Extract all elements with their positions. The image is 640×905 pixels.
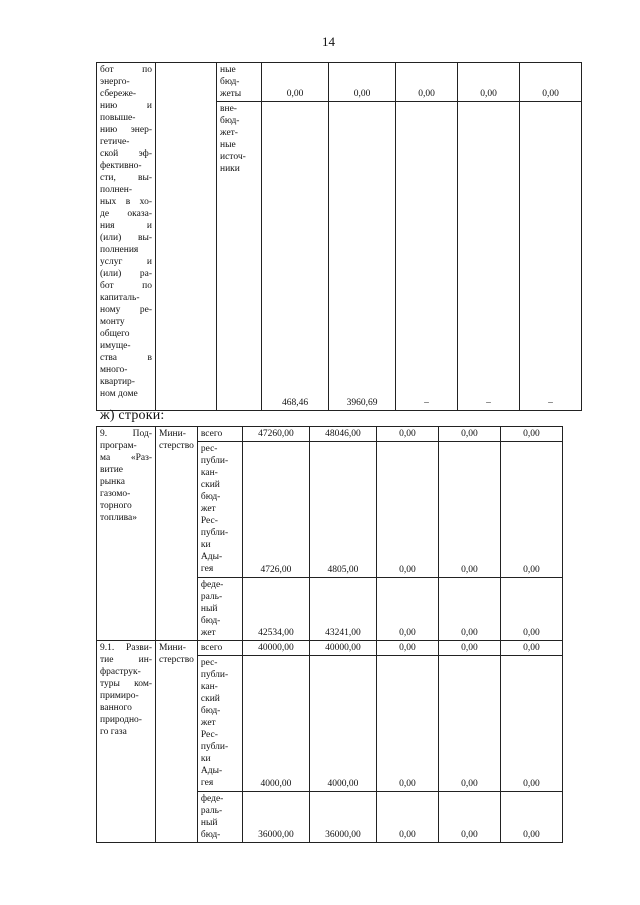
text-line: много-: [100, 365, 128, 375]
text-line: рынка: [100, 477, 125, 487]
value-cell: 0,00: [500, 442, 562, 578]
text-line: ской эф-: [100, 149, 152, 159]
text-line: бюд-: [200, 830, 221, 840]
value-cell: 0,00: [438, 792, 500, 843]
text-line: де оказа-: [100, 209, 152, 219]
row-description: [97, 427, 156, 641]
text-line: Ады-: [200, 766, 223, 776]
text-line: рес-: [200, 444, 218, 454]
text-line: ки: [200, 540, 211, 550]
executor-cell: [156, 641, 198, 843]
executor-cell: [156, 63, 217, 411]
text-line: услуг и: [100, 257, 152, 267]
text-line: ные: [220, 140, 236, 150]
text-line: ных в хо-: [100, 197, 152, 207]
text-line: нию и: [100, 101, 152, 111]
value-cell: 0,00: [500, 427, 562, 442]
value-cell: 4726,00: [242, 442, 309, 578]
value-cell: 40000,00: [242, 641, 309, 656]
value-cell: 468,46: [262, 102, 329, 411]
text-line: кан-: [200, 682, 218, 692]
text-line: ный: [200, 818, 218, 828]
text-line: витие: [100, 465, 124, 475]
text-line: го газа: [100, 727, 127, 737]
text-line: програм-: [100, 441, 137, 451]
text-line: полнения: [100, 245, 139, 255]
executor-cell: [156, 427, 198, 641]
value-cell: 0,00: [438, 656, 500, 792]
value-cell: 0,00: [376, 578, 438, 641]
text-line: вне-: [220, 104, 237, 114]
text-line: полнен-: [100, 185, 132, 195]
text-line: фраструк-: [100, 667, 141, 677]
value-cell: 43241,00: [309, 578, 376, 641]
value-cell: 0,00: [262, 63, 329, 102]
value-cell: 48046,00: [309, 427, 376, 442]
funding-source-cell: [217, 102, 262, 411]
text-line: 9.1. Разви-: [100, 643, 152, 653]
value-cell: 4000,00: [242, 656, 309, 792]
value-cell: 0,00: [396, 63, 458, 102]
text-line: общего: [100, 329, 130, 339]
text-line: нию энер-: [100, 125, 152, 135]
text-line: примиро-: [100, 691, 139, 701]
value-cell: –: [458, 102, 520, 411]
value-cell: 36000,00: [309, 792, 376, 843]
text-line: гея: [200, 564, 214, 574]
value-cell: –: [396, 102, 458, 411]
table-new-rows: [96, 426, 563, 843]
text-line: ном доме: [100, 389, 138, 399]
value-cell: 0,00: [438, 427, 500, 442]
text-line: ный: [200, 604, 218, 614]
value-cell: 0,00: [500, 641, 562, 656]
text-line: Мини-: [159, 429, 186, 439]
value-cell: 0,00: [376, 641, 438, 656]
value-cell: 0,00: [458, 63, 520, 102]
text-line: торного: [100, 501, 132, 511]
text-line: раль-: [200, 806, 223, 816]
text-line: имуще-: [100, 341, 131, 351]
text-line: Рес-: [200, 516, 218, 526]
text-line: ский: [200, 694, 220, 704]
value-cell: 0,00: [500, 792, 562, 843]
text-line: бюд-: [220, 116, 240, 126]
text-line: публи-: [200, 670, 229, 680]
value-cell: 0,00: [376, 792, 438, 843]
value-cell: –: [520, 102, 582, 411]
text-line: сти, вы-: [100, 173, 152, 183]
table-row: [97, 427, 563, 442]
value-cell: 40000,00: [309, 641, 376, 656]
table-continuation: [96, 62, 582, 411]
text-line: публи-: [200, 742, 229, 752]
text-line: жет: [200, 718, 216, 728]
text-line: кан-: [200, 468, 218, 478]
text-line: Мини-: [159, 643, 186, 653]
text-line: 9. Под-: [100, 429, 152, 439]
value-cell: 4000,00: [309, 656, 376, 792]
text-line: феде-: [200, 794, 224, 804]
value-cell: 3960,69: [329, 102, 396, 411]
funding-source-cell: [197, 442, 242, 578]
value-cell: 36000,00: [242, 792, 309, 843]
funding-source-cell: [197, 641, 242, 656]
text-line: газомо-: [100, 489, 131, 499]
text-line: природно-: [100, 715, 142, 725]
text-line: сбереже-: [100, 89, 137, 99]
funding-source-cell: [197, 427, 242, 442]
row-description: [97, 63, 156, 411]
text-line: бот по: [100, 281, 152, 291]
text-line: жеты: [220, 89, 242, 99]
row-description: [97, 641, 156, 843]
funding-source-cell: [197, 656, 242, 792]
text-line: квартир-: [100, 377, 135, 387]
text-line: бот по: [100, 65, 152, 75]
text-line: фективно-: [100, 161, 142, 171]
value-cell: 0,00: [329, 63, 396, 102]
text-line: Ады-: [200, 552, 223, 562]
text-line: феде-: [200, 580, 224, 590]
text-line: публи-: [200, 528, 229, 538]
value-cell: 0,00: [376, 442, 438, 578]
text-line: жет: [200, 504, 216, 514]
text-line: монту: [100, 317, 125, 327]
value-cell: 4805,00: [309, 442, 376, 578]
text-line: гетиче-: [100, 137, 130, 147]
text-line: ные: [220, 65, 236, 75]
value-cell: 0,00: [438, 641, 500, 656]
value-cell: 0,00: [500, 656, 562, 792]
text-line: всего: [200, 429, 223, 439]
text-line: ский: [200, 480, 220, 490]
section-label: ж) строки:: [100, 408, 165, 423]
table-row: [97, 641, 563, 656]
text-line: ки: [200, 754, 211, 764]
table-row: [97, 63, 582, 102]
text-line: всего: [200, 643, 223, 653]
value-cell: 0,00: [438, 442, 500, 578]
text-line: жет: [200, 628, 216, 638]
value-cell: 0,00: [500, 578, 562, 641]
text-line: стерство: [159, 441, 194, 451]
text-line: гея: [200, 778, 214, 788]
text-line: туры ком-: [100, 679, 152, 689]
text-line: бюд-: [200, 492, 221, 502]
text-line: ства в: [100, 353, 152, 363]
text-line: повыше-: [100, 113, 136, 123]
text-line: ма «Раз-: [100, 453, 152, 463]
value-cell: 0,00: [376, 427, 438, 442]
text-line: жет-: [220, 128, 238, 138]
text-line: (или) ра-: [100, 269, 152, 279]
text-line: ники: [220, 164, 240, 174]
table-body: [97, 427, 563, 843]
funding-source-cell: [197, 578, 242, 641]
value-cell: 42534,00: [242, 578, 309, 641]
text-line: тие ин-: [100, 655, 152, 665]
funding-source-cell: [217, 63, 262, 102]
text-line: раль-: [200, 592, 223, 602]
text-line: стерство: [159, 655, 194, 665]
funding-source-cell: [197, 792, 242, 843]
page-number: 14: [322, 34, 335, 49]
text-line: ния и: [100, 221, 152, 231]
text-line: ному ре-: [100, 305, 152, 315]
text-line: Рес-: [200, 730, 218, 740]
text-line: ванного: [100, 703, 132, 713]
value-cell: 0,00: [376, 656, 438, 792]
text-line: рес-: [200, 658, 218, 668]
value-cell: 47260,00: [242, 427, 309, 442]
value-cell: 0,00: [438, 578, 500, 641]
text-line: публи-: [200, 456, 229, 466]
text-line: капиталь-: [100, 293, 140, 303]
text-line: источ-: [220, 152, 246, 162]
text-line: топлива»: [100, 513, 138, 523]
text-line: бюд-: [200, 706, 221, 716]
text-line: бюд-: [200, 616, 221, 626]
value-cell: 0,00: [520, 63, 582, 102]
text-line: энерго-: [100, 77, 130, 87]
text-line: бюд-: [220, 77, 240, 87]
text-line: (или) вы-: [100, 233, 152, 243]
